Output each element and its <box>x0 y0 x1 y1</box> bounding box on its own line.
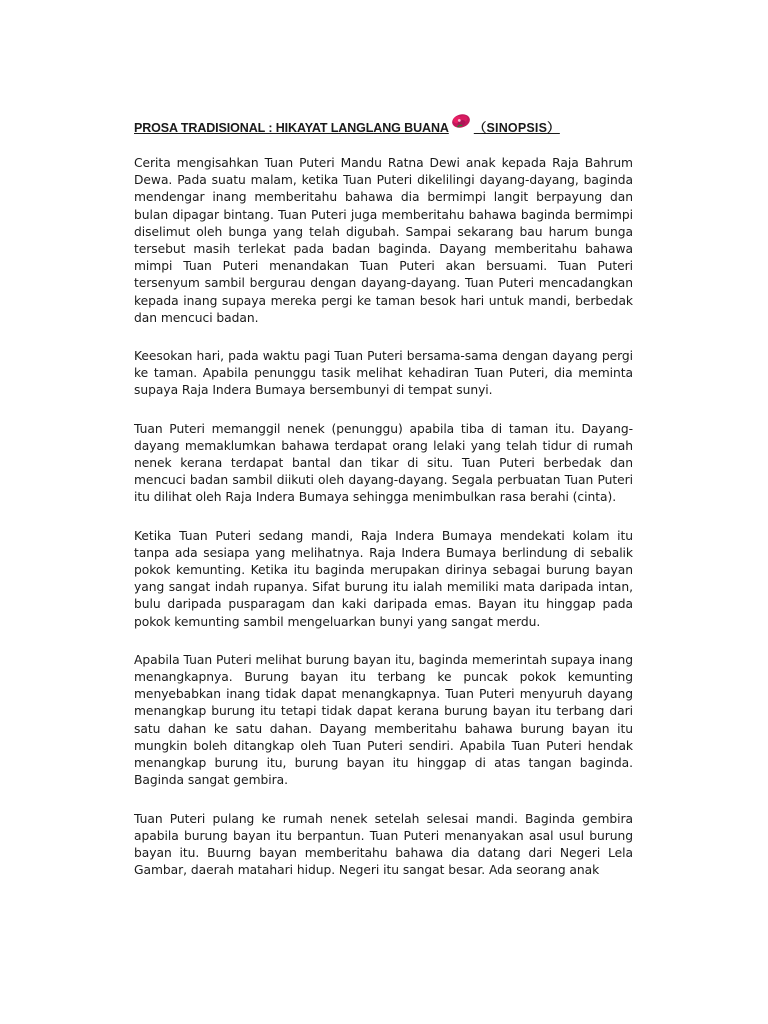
paragraph: Tuan Puteri pulang ke rumah nenek setelah selesai mandi. Baginda gembira apabila burung bayan itu berpantun. Tuan Puteri menanyakan asal usul burung bayan itu. Buurng bayan memberitahu bahawa dia datang dari Negeri Lela Gambar, daerah matahari hidup. Negeri itu sangat besar. Ada seorang anak <box>134 811 633 878</box>
flower-icon <box>450 110 472 132</box>
paragraph: Tuan Puteri memanggil nenek (penunggu) apabila tiba di taman itu. Dayang-dayang memaklumkan bahawa terdapat orang lelaki yang telah tidur di rumah nenek kerana terdapat bantal dan tikar di situ. Tuan Puteri berbedak dan mencuci badan sambil diikuti oleh dayang-dayang. Segala perbuatan Tuan Puteri itu dilihat oleh Raja Indera Bumaya sehingga menimbulkan rasa berahi (cinta). <box>134 421 633 505</box>
document-page <box>134 114 633 900</box>
document-title-suffix: （SINOPSIS） <box>473 121 560 135</box>
document-title-line <box>134 114 633 136</box>
paragraph: Ketika Tuan Puteri sedang mandi, Raja Indera Bumaya mendekati kolam itu tanpa ada sesiapa yang melihatnya. Raja Indera Bumaya berlindung di sebalik pokok kemunting. Ketika itu baginda merupakan dirinya sebagai burung bayan yang sangat indah rupanya. Sifat burung itu ialah memiliki mata daripada intan, bulu daripada pusparagam dan kaki daripada emas. Bayan itu hinggap pada pokok kemunting sambil mengeluarkan bunyi yang sangat merdu. <box>134 528 633 629</box>
paragraph: Apabila Tuan Puteri melihat burung bayan itu, baginda memerintah supaya inang menangkapnya. Burung bayan itu terbang ke puncak pokok kemunting menyebabkan inang tidak dapat menangkapnya. Tuan Puteri menyuruh dayang menangkap burung itu tetapi tidak dapat kerana burung bayan itu terbang dari satu dahan ke satu dahan. Dayang memberitahu bahawa burung bayan itu mungkin boleh ditangkap oleh Tuan Puteri sendiri. Apabila Tuan Puteri hendak menangkap burung itu, burung bayan itu hinggap di atas tangan baginda. Baginda sangat gembira. <box>134 652 633 788</box>
paragraph: Keesokan hari, pada waktu pagi Tuan Puteri bersama-sama dengan dayang pergi ke taman. Apabila penunggu tasik melihat kehadiran Tuan Puteri, dia meminta supaya Raja Indera Bumaya bersembunyi di tempat sunyi. <box>134 349 633 398</box>
document-title: PROSA TRADISIONAL : HIKAYAT LANGLANG BUANA <box>134 121 449 135</box>
paragraph: Cerita mengisahkan Tuan Puteri Mandu Ratna Dewi anak kepada Raja Bahrum Dewa. Pada suatu malam, ketika Tuan Puteri dikelilingi dayang-dayang, baginda mendengar inang memberitahu bahawa dia bermimpi langit berpayung dan bulan dipagar bintang. Tuan Puteri juga memberitahu bahawa baginda bermimpi diselimut oleh bunga yang telah digubah. Sampai sekarang bau harum bunga tersebut masih terlekat pada badan baginda. Dayang memberitahu bahawa mimpi Tuan Puteri menandakan Tuan Puteri akan bersuami. Tuan Puteri tersenyum sambil bergurau dengan dayang-dayang. Tuan Puteri mencadangkan kepada inang supaya mereka pergi ke taman besok hari untuk mandi, berbedak dan mencuci badan. <box>134 156 633 325</box>
